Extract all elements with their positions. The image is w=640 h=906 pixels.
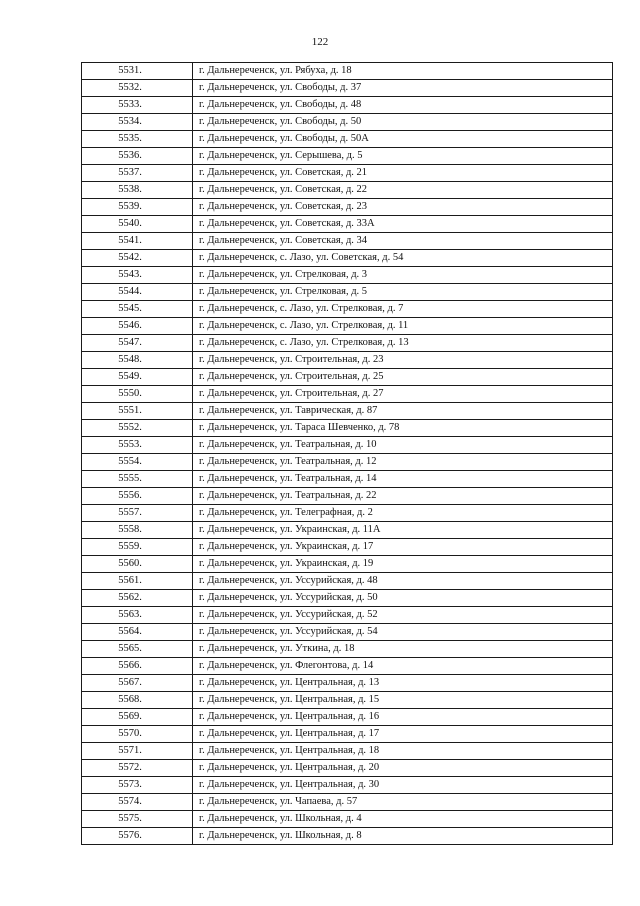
address-cell: г. Дальнереченск, ул. Школьная, д. 4 bbox=[193, 811, 613, 828]
table-row bbox=[82, 777, 613, 794]
address-cell: г. Дальнереченск, ул. Центральная, д. 16 bbox=[193, 709, 613, 726]
row-number-cell: 5548. bbox=[82, 352, 193, 369]
address-cell: г. Дальнереченск, ул. Театральная, д. 12 bbox=[193, 454, 613, 471]
row-number-cell: 5536. bbox=[82, 148, 193, 165]
address-cell: г. Дальнереченск, ул. Уссурийская, д. 48 bbox=[193, 573, 613, 590]
table-row bbox=[82, 590, 613, 607]
table-row bbox=[82, 131, 613, 148]
row-number-cell: 5564. bbox=[82, 624, 193, 641]
row-number-cell: 5556. bbox=[82, 488, 193, 505]
table-row bbox=[82, 403, 613, 420]
address-cell: г. Дальнереченск, ул. Стрелковая, д. 3 bbox=[193, 267, 613, 284]
address-cell: г. Дальнереченск, ул. Строительная, д. 23 bbox=[193, 352, 613, 369]
table-row bbox=[82, 352, 613, 369]
address-cell: г. Дальнереченск, ул. Свободы, д. 50 bbox=[193, 114, 613, 131]
row-number-cell: 5553. bbox=[82, 437, 193, 454]
row-number-cell: 5540. bbox=[82, 216, 193, 233]
table-row bbox=[82, 573, 613, 590]
row-number-cell: 5571. bbox=[82, 743, 193, 760]
row-number-cell: 5550. bbox=[82, 386, 193, 403]
address-cell: г. Дальнереченск, ул. Украинская, д. 11А bbox=[193, 522, 613, 539]
address-cell: г. Дальнереченск, ул. Украинская, д. 19 bbox=[193, 556, 613, 573]
row-number-cell: 5546. bbox=[82, 318, 193, 335]
address-cell: г. Дальнереченск, ул. Советская, д. 34 bbox=[193, 233, 613, 250]
row-number-cell: 5552. bbox=[82, 420, 193, 437]
address-cell: г. Дальнереченск, ул. Театральная, д. 10 bbox=[193, 437, 613, 454]
table-row bbox=[82, 97, 613, 114]
row-number-cell: 5544. bbox=[82, 284, 193, 301]
row-number-cell: 5567. bbox=[82, 675, 193, 692]
row-number-cell: 5572. bbox=[82, 760, 193, 777]
address-cell: г. Дальнереченск, ул. Центральная, д. 15 bbox=[193, 692, 613, 709]
row-number-cell: 5569. bbox=[82, 709, 193, 726]
table-row bbox=[82, 369, 613, 386]
address-cell: г. Дальнереченск, ул. Свободы, д. 50А bbox=[193, 131, 613, 148]
row-number-cell: 5562. bbox=[82, 590, 193, 607]
row-number-cell: 5560. bbox=[82, 556, 193, 573]
address-cell: г. Дальнереченск, ул. Советская, д. 23 bbox=[193, 199, 613, 216]
address-cell: г. Дальнереченск, ул. Стрелковая, д. 5 bbox=[193, 284, 613, 301]
table-row bbox=[82, 811, 613, 828]
table-row bbox=[82, 335, 613, 352]
row-number-cell: 5559. bbox=[82, 539, 193, 556]
address-cell: г. Дальнереченск, с. Лазо, ул. Стрелковая, д. 7 bbox=[193, 301, 613, 318]
row-number-cell: 5566. bbox=[82, 658, 193, 675]
table-row bbox=[82, 828, 613, 845]
row-number-cell: 5557. bbox=[82, 505, 193, 522]
address-cell: г. Дальнереченск, ул. Театральная, д. 22 bbox=[193, 488, 613, 505]
address-cell: г. Дальнереченск, ул. Школьная, д. 8 bbox=[193, 828, 613, 845]
registry-table-body bbox=[82, 63, 613, 845]
row-number-cell: 5558. bbox=[82, 522, 193, 539]
row-number-cell: 5565. bbox=[82, 641, 193, 658]
row-number-cell: 5573. bbox=[82, 777, 193, 794]
address-cell: г. Дальнереченск, ул. Советская, д. 22 bbox=[193, 182, 613, 199]
row-number-cell: 5537. bbox=[82, 165, 193, 182]
address-cell: г. Дальнереченск, ул. Уткина, д. 18 bbox=[193, 641, 613, 658]
address-registry-table bbox=[81, 62, 613, 845]
table-row bbox=[82, 709, 613, 726]
table-row bbox=[82, 522, 613, 539]
table-row bbox=[82, 216, 613, 233]
address-cell: г. Дальнереченск, ул. Уссурийская, д. 54 bbox=[193, 624, 613, 641]
address-cell: г. Дальнереченск, ул. Театральная, д. 14 bbox=[193, 471, 613, 488]
address-cell: г. Дальнереченск, ул. Центральная, д. 30 bbox=[193, 777, 613, 794]
table-row bbox=[82, 437, 613, 454]
address-cell: г. Дальнереченск, ул. Флегонтова, д. 14 bbox=[193, 658, 613, 675]
address-cell: г. Дальнереченск, ул. Центральная, д. 13 bbox=[193, 675, 613, 692]
table-row bbox=[82, 675, 613, 692]
table-row bbox=[82, 743, 613, 760]
address-cell: г. Дальнереченск, с. Лазо, ул. Советская, д. 54 bbox=[193, 250, 613, 267]
table-row bbox=[82, 471, 613, 488]
row-number-cell: 5545. bbox=[82, 301, 193, 318]
address-cell: г. Дальнереченск, ул. Строительная, д. 25 bbox=[193, 369, 613, 386]
address-cell: г. Дальнереченск, ул. Уссурийская, д. 52 bbox=[193, 607, 613, 624]
table-row bbox=[82, 165, 613, 182]
row-number-cell: 5547. bbox=[82, 335, 193, 352]
row-number-cell: 5551. bbox=[82, 403, 193, 420]
address-cell: г. Дальнереченск, ул. Тараса Шевченко, д. 78 bbox=[193, 420, 613, 437]
address-cell: г. Дальнереченск, с. Лазо, ул. Стрелковая, д. 11 bbox=[193, 318, 613, 335]
table-row bbox=[82, 488, 613, 505]
table-row bbox=[82, 250, 613, 267]
table-row bbox=[82, 386, 613, 403]
table-row bbox=[82, 420, 613, 437]
address-cell: г. Дальнереченск, ул. Таврическая, д. 87 bbox=[193, 403, 613, 420]
address-cell: г. Дальнереченск, ул. Свободы, д. 48 bbox=[193, 97, 613, 114]
row-number-cell: 5570. bbox=[82, 726, 193, 743]
table-row bbox=[82, 148, 613, 165]
address-cell: г. Дальнереченск, ул. Серышева, д. 5 bbox=[193, 148, 613, 165]
row-number-cell: 5543. bbox=[82, 267, 193, 284]
table-row bbox=[82, 318, 613, 335]
row-number-cell: 5539. bbox=[82, 199, 193, 216]
row-number-cell: 5568. bbox=[82, 692, 193, 709]
address-cell: г. Дальнереченск, ул. Центральная, д. 20 bbox=[193, 760, 613, 777]
table-row bbox=[82, 114, 613, 131]
row-number-cell: 5561. bbox=[82, 573, 193, 590]
address-cell: г. Дальнереченск, ул. Телеграфная, д. 2 bbox=[193, 505, 613, 522]
row-number-cell: 5576. bbox=[82, 828, 193, 845]
page-number: 122 bbox=[311, 36, 329, 48]
table-row bbox=[82, 284, 613, 301]
row-number-cell: 5542. bbox=[82, 250, 193, 267]
address-cell: г. Дальнереченск, ул. Чапаева, д. 57 bbox=[193, 794, 613, 811]
row-number-cell: 5549. bbox=[82, 369, 193, 386]
table-row bbox=[82, 658, 613, 675]
table-row bbox=[82, 556, 613, 573]
address-cell: г. Дальнереченск, ул. Украинская, д. 17 bbox=[193, 539, 613, 556]
table-row bbox=[82, 624, 613, 641]
table-row bbox=[82, 794, 613, 811]
row-number-cell: 5555. bbox=[82, 471, 193, 488]
table-row bbox=[82, 63, 613, 80]
address-cell: г. Дальнереченск, ул. Уссурийская, д. 50 bbox=[193, 590, 613, 607]
table-row bbox=[82, 267, 613, 284]
table-row bbox=[82, 760, 613, 777]
row-number-cell: 5541. bbox=[82, 233, 193, 250]
address-cell: г. Дальнереченск, ул. Центральная, д. 18 bbox=[193, 743, 613, 760]
table-row bbox=[82, 607, 613, 624]
row-number-cell: 5532. bbox=[82, 80, 193, 97]
table-row bbox=[82, 454, 613, 471]
table-row bbox=[82, 233, 613, 250]
table-row bbox=[82, 692, 613, 709]
table-row bbox=[82, 641, 613, 658]
row-number-cell: 5575. bbox=[82, 811, 193, 828]
address-cell: г. Дальнереченск, ул. Рябуха, д. 18 bbox=[193, 63, 613, 80]
address-cell: г. Дальнереченск, с. Лазо, ул. Стрелковая, д. 13 bbox=[193, 335, 613, 352]
row-number-cell: 5531. bbox=[82, 63, 193, 80]
table-row bbox=[82, 301, 613, 318]
row-number-cell: 5533. bbox=[82, 97, 193, 114]
table-row bbox=[82, 505, 613, 522]
table-row bbox=[82, 199, 613, 216]
address-cell: г. Дальнереченск, ул. Центральная, д. 17 bbox=[193, 726, 613, 743]
table-row bbox=[82, 539, 613, 556]
row-number-cell: 5574. bbox=[82, 794, 193, 811]
table-row bbox=[82, 726, 613, 743]
row-number-cell: 5534. bbox=[82, 114, 193, 131]
row-number-cell: 5535. bbox=[82, 131, 193, 148]
address-cell: г. Дальнереченск, ул. Свободы, д. 37 bbox=[193, 80, 613, 97]
row-number-cell: 5554. bbox=[82, 454, 193, 471]
row-number-cell: 5563. bbox=[82, 607, 193, 624]
address-cell: г. Дальнереченск, ул. Советская, д. 21 bbox=[193, 165, 613, 182]
address-cell: г. Дальнереченск, ул. Строительная, д. 27 bbox=[193, 386, 613, 403]
row-number-cell: 5538. bbox=[82, 182, 193, 199]
table-row bbox=[82, 182, 613, 199]
address-cell: г. Дальнереченск, ул. Советская, д. 33А bbox=[193, 216, 613, 233]
table-row bbox=[82, 80, 613, 97]
